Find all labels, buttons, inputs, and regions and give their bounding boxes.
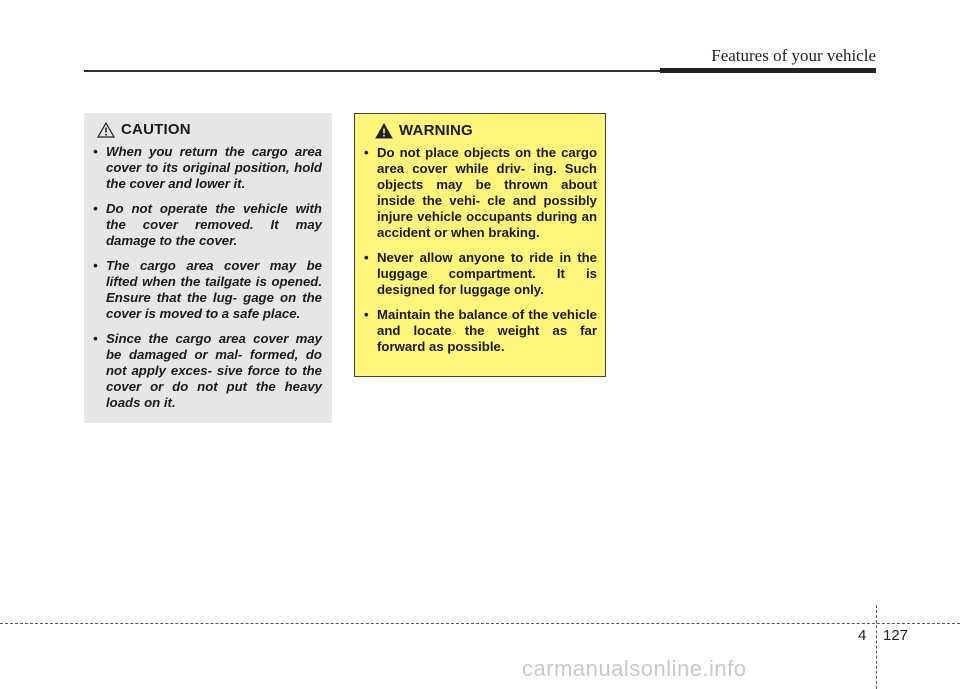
warning-box <box>354 113 606 377</box>
caution-item <box>92 331 322 411</box>
caution-list <box>92 144 322 411</box>
caution-header <box>97 121 322 138</box>
bullet: • <box>93 144 98 159</box>
caution-item <box>92 201 322 249</box>
watermark: carmanualsonline.info <box>522 656 747 681</box>
bullet: • <box>93 201 98 216</box>
page-number: 127 <box>883 627 909 644</box>
bullet: • <box>93 258 98 273</box>
warning-list <box>363 145 597 355</box>
warning-item <box>363 250 597 298</box>
caution-item <box>92 144 322 192</box>
warning-item-text: Never allow anyone to ride in the luggage compartment. It is designed for luggage only. <box>377 250 597 297</box>
footer-rule <box>0 623 960 624</box>
caution-item-text: Since the cargo area cover may be damaged or mal- formed, do not apply exces- sive force to the cover or do not put the heavy loads on it. <box>106 331 322 410</box>
caution-item-text: The cargo area cover may be lifted when the tailgate is opened. Ensure that the lug- gage on the cover is moved to a safe place. <box>106 258 322 321</box>
bullet: • <box>93 331 98 346</box>
warning-item-text: Maintain the balance of the vehicle and locate the weight as far forward as possible. <box>377 307 597 354</box>
warning-item-text: Do not place objects on the cargo area cover while driv- ing. Such objects may be thrown about inside the vehi- cle and possibly injure vehicle occupants during an accident or when braking. <box>377 145 597 240</box>
caution-box <box>84 113 332 423</box>
warning-triangle-icon <box>375 123 393 139</box>
footer-divider <box>876 605 877 689</box>
caution-title: CAUTION <box>121 121 191 138</box>
warning-item <box>363 307 597 355</box>
caution-item <box>92 258 322 322</box>
warning-title: WARNING <box>399 122 473 139</box>
bullet: • <box>364 250 369 265</box>
chapter-number: 4 <box>858 627 867 644</box>
caution-item-text: Do not operate the vehicle with the cover removed. It may damage to the cover. <box>106 201 322 248</box>
caution-triangle-icon <box>97 122 115 138</box>
section-title: Features of your vehicle <box>711 46 876 65</box>
caution-item-text: When you return the cargo area cover to its original position, hold the cover and lower it. <box>106 144 322 191</box>
bullet: • <box>364 145 369 160</box>
header-rule-accent <box>660 68 876 73</box>
warning-header <box>375 122 597 139</box>
warning-item <box>363 145 597 241</box>
bullet: • <box>364 307 369 322</box>
